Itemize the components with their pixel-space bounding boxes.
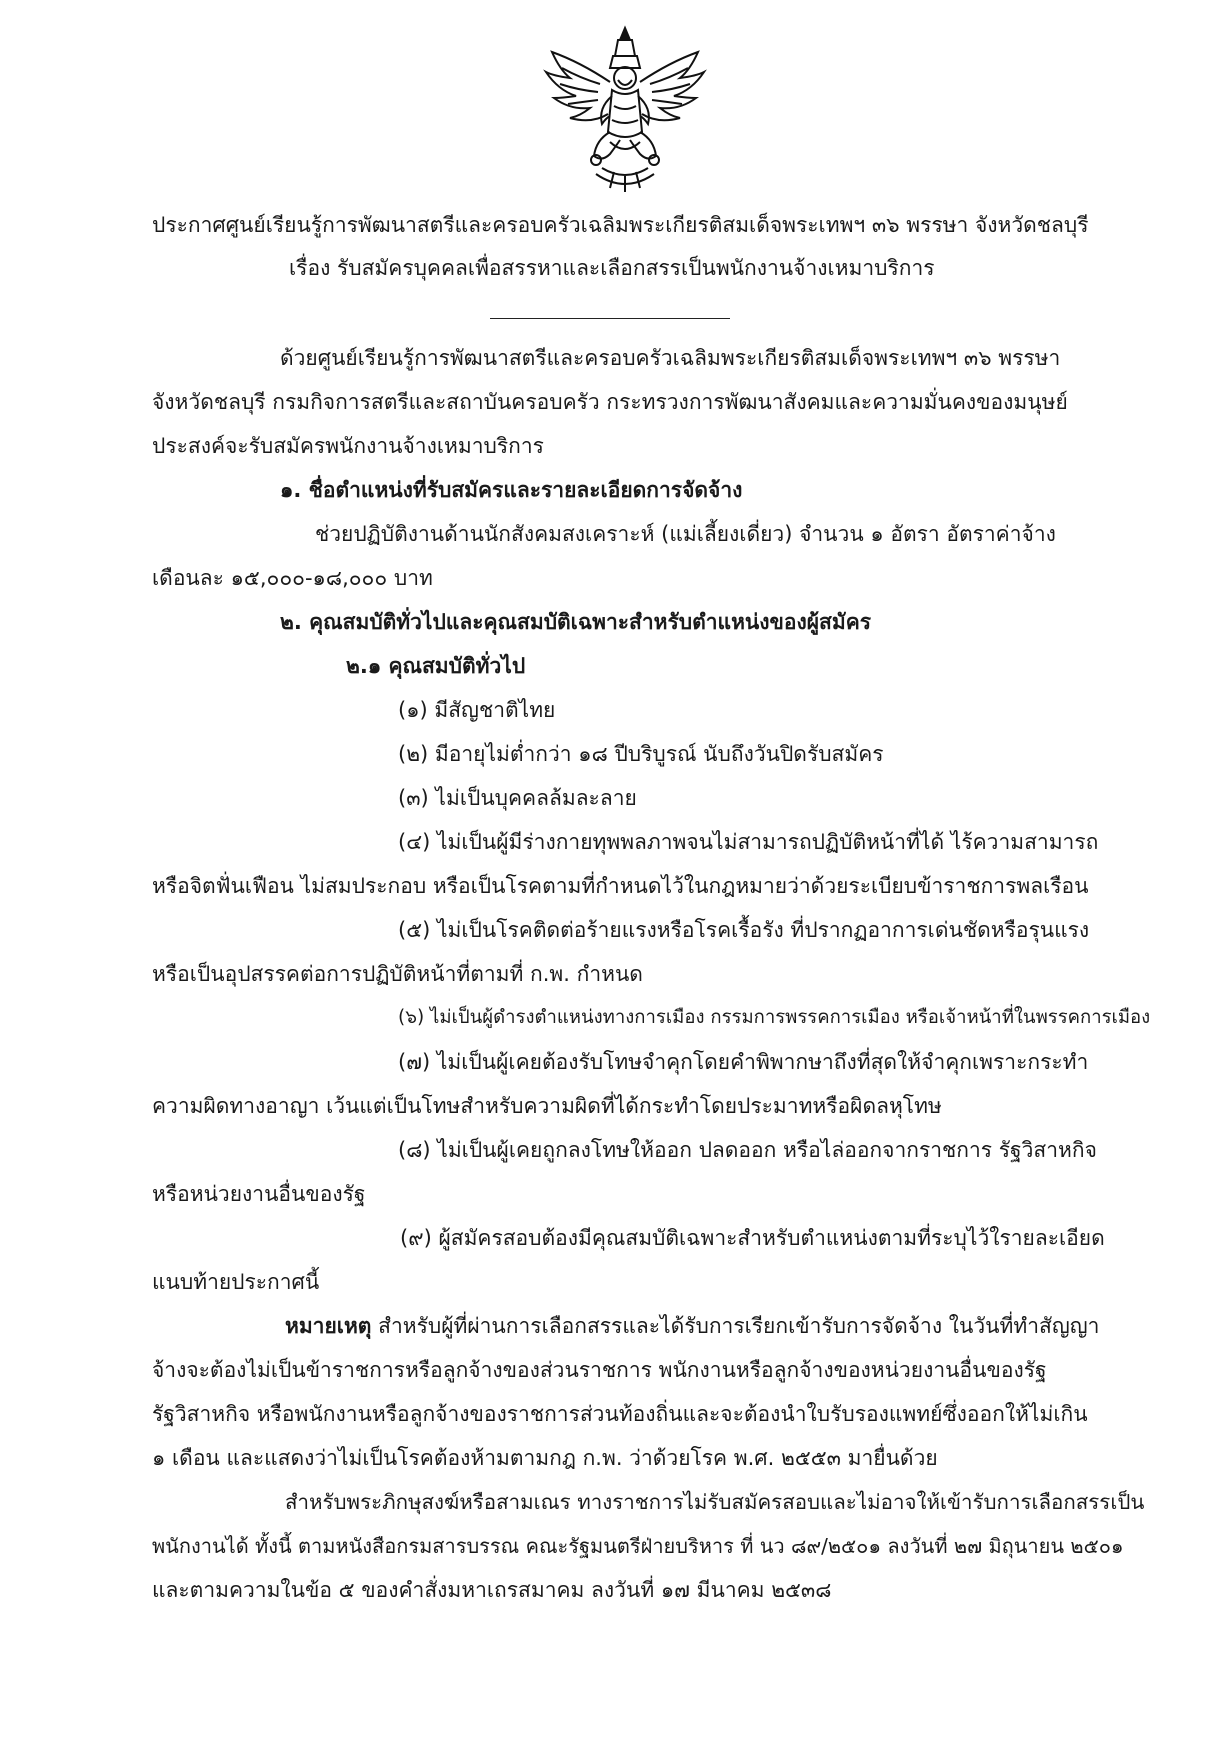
qualification-item-4a: (๔) ไม่เป็นผู้มีร่างกายทุพพลภาพจนไม่สามารถปฏิบัติหน้าที่ได้ ไร้ความสามารถ [398, 830, 1099, 854]
monks-line-3: และตามความในข้อ ๕ ของคำสั่งมหาเถรสมาคม ลงวันที่ ๑๗ มีนาคม ๒๕๓๘ [152, 1578, 832, 1602]
qualification-item-8a: (๘) ไม่เป็นผู้เคยถูกลงโทษให้ออก ปลดออก หรือไล่ออกจากราชการ รัฐวิสาหกิจ [398, 1138, 1097, 1162]
qualification-item-1: (๑) มีสัญชาติไทย [398, 698, 556, 722]
remark-label: หมายเหตุ [285, 1314, 372, 1338]
qualification-item-8b: หรือหน่วยงานอื่นของรัฐ [152, 1182, 366, 1206]
qualification-item-3: (๓) ไม่เป็นบุคคลล้มละลาย [398, 786, 637, 810]
remark-line-4: ๑ เดือน และแสดงว่าไม่เป็นโรคต้องห้ามตามกฎ ก.พ. ว่าด้วยโรค พ.ศ. ๒๕๕๓ มายื่นด้วย [152, 1446, 938, 1470]
section-1-heading: ๑. ชื่อตำแหน่งที่รับสมัครและรายละเอียดการจัดจ้าง [280, 478, 743, 502]
qualification-item-9a: (๙) ผู้สมัครสอบต้องมีคุณสมบัติเฉพาะสำหรับตำแหน่งตามที่ระบุไว้ใรายละเอียด [400, 1226, 1105, 1250]
qualification-item-4b: หรือจิตฟั่นเฟือน ไม่สมประกอบ หรือเป็นโรคตามที่กำหนดไว้ในกฎหมายว่าด้วยระเบียบข้าราชการพลเรือน [152, 874, 1089, 898]
announcement-title: ประกาศศูนย์เรียนรู้การพัฒนาสตรีและครอบครัวเฉลิมพระเกียรติสมเด็จพระเทพฯ ๓๖ พรรษา จังหวัดชลบุรี [152, 213, 1089, 237]
intro-line-3: ประสงค์จะรับสมัครพนักงานจ้างเหมาบริการ [152, 434, 544, 458]
intro-line-2: จังหวัดชลบุรี กรมกิจการสตรีและสถาบันครอบครัว กระทรวงการพัฒนาสังคมและความมั่นคงของมนุษย์ [152, 390, 1068, 414]
qualification-item-7a: (๗) ไม่เป็นผู้เคยต้องรับโทษจำคุกโดยคำพิพากษาถึงที่สุดให้จำคุกเพราะกระทำ [398, 1050, 1089, 1074]
title-divider [490, 318, 730, 319]
section-1-line-2: เดือนละ ๑๕,๐๐๐-๑๘,๐๐๐ บาท [152, 566, 433, 590]
section-2-1-heading: ๒.๑ คุณสมบัติทั่วไป [346, 654, 526, 678]
remark-line-3: รัฐวิสาหกิจ หรือพนักงานหรือลูกจ้างของราชการส่วนท้องถิ่นและจะต้องนำใบรับรองแพทย์ซึ่งออกให้ไม่เกิน [152, 1402, 1088, 1426]
monks-line-2: พนักงานได้ ทั้งนี้ ตามหนังสือกรมสารบรรณ คณะรัฐมนตรีฝ่ายบริหาร ที่ นว ๘๙/๒๕๐๑ ลงวันที่ ๒๗ มิถุนายน ๒๕๐๑ [152, 1534, 1124, 1558]
qualification-item-9b: แนบท้ายประกาศนี้ [152, 1270, 320, 1294]
remark-line-1 [285, 1311, 1099, 1341]
intro-line-1: ด้วยศูนย์เรียนรู้การพัฒนาสตรีและครอบครัวเฉลิมพระเกียรติสมเด็จพระเทพฯ ๓๖ พรรษา [280, 346, 1061, 370]
qualification-item-7b: ความผิดทางอาญา เว้นแต่เป็นโทษสำหรับความผิดที่ได้กระทำโดยประมาทหรือผิดลหุโทษ [152, 1094, 942, 1118]
monks-line-1: สำหรับพระภิกษุสงฆ์หรือสามเณร ทางราชการไม่รับสมัครสอบและไม่อาจให้เข้ารับการเลือกสรรเป็น [285, 1490, 1145, 1514]
qualification-item-5a: (๕) ไม่เป็นโรคติดต่อร้ายแรงหรือโรคเรื้อรัง ที่ปรากฏอาการเด่นชัดหรือรุนแรง [398, 918, 1090, 942]
announcement-subject: เรื่อง รับสมัครบุคคลเพื่อสรรหาและเลือกสรรเป็นพนักงานจ้างเหมาบริการ [289, 256, 935, 280]
qualification-item-5b: หรือเป็นอุปสรรคต่อการปฏิบัติหน้าที่ตามที่ ก.พ. กำหนด [152, 962, 643, 986]
garuda-emblem-icon [540, 22, 710, 194]
qualification-item-6: (๖) ไม่เป็นผู้ดำรงตำแหน่งทางการเมือง กรรมการพรรคการเมือง หรือเจ้าหน้าที่ในพรรคการเมือง [398, 1007, 1151, 1028]
remark-line-1-text: สำหรับผู้ที่ผ่านการเลือกสรรและได้รับการเรียกเข้ารับการจัดจ้าง ในวันที่ทำสัญญา [371, 1314, 1100, 1338]
qualification-item-2: (๒) มีอายุไม่ต่ำกว่า ๑๘ ปีบริบูรณ์ นับถึงวันปิดรับสมัคร [398, 742, 884, 766]
remark-line-2: จ้างจะต้องไม่เป็นข้าราชการหรือลูกจ้างของส่วนราชการ พนักงานหรือลูกจ้างของหน่วยงานอื่นของรัฐ [152, 1358, 1047, 1382]
section-2-heading: ๒. คุณสมบัติทั่วไปและคุณสมบัติเฉพาะสำหรับตำแหน่งของผู้สมัคร [280, 610, 872, 634]
section-1-line-1: ช่วยปฏิบัติงานด้านนักสังคมสงเคราะห์ (แม่เลี้ยงเดี่ยว) จำนวน ๑ อัตรา อัตราค่าจ้าง [315, 522, 1056, 546]
